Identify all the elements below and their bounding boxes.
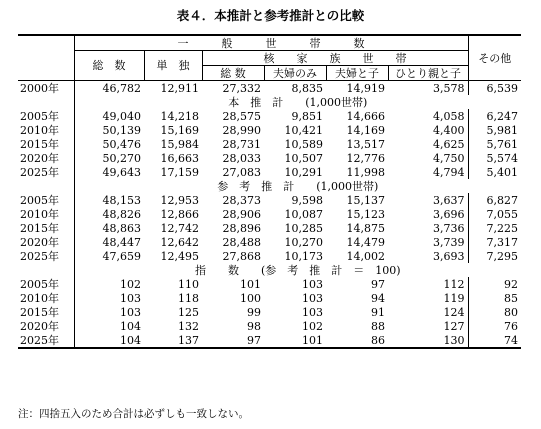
value-cell: 7,317	[468, 235, 521, 249]
year-cell: 2020年	[20, 235, 59, 249]
value-cell: 12,776	[346, 151, 385, 165]
value-cell: 7,055	[468, 207, 521, 221]
year-cell: 2000年	[20, 81, 59, 95]
value-cell: 97	[247, 333, 261, 347]
value-cell: 27,332	[222, 81, 261, 95]
table-row	[18, 193, 521, 207]
table-row	[18, 123, 521, 137]
value-cell: 4,400	[433, 123, 465, 137]
value-cell: 15,123	[346, 207, 385, 221]
table-row	[18, 81, 521, 96]
value-cell: 10,087	[284, 207, 323, 221]
value-cell: 76	[468, 319, 521, 333]
header-couple-only: 夫婦のみ	[264, 66, 326, 81]
value-cell: 48,863	[74, 221, 144, 235]
value-cell: 101	[302, 333, 323, 347]
value-cell: 3,736	[433, 221, 465, 235]
year-cell: 2015年	[20, 221, 59, 235]
value-cell: 6,247	[468, 109, 521, 123]
value-cell: 27,868	[222, 249, 261, 263]
table-row	[18, 333, 521, 348]
value-cell: 50,139	[74, 123, 144, 137]
value-cell: 98	[247, 319, 261, 333]
table-row	[18, 235, 521, 249]
table-row	[18, 305, 521, 319]
value-cell: 10,285	[284, 221, 323, 235]
value-cell: 88	[371, 319, 385, 333]
comparison-table	[18, 34, 521, 349]
value-cell: 12,866	[160, 207, 199, 221]
year-cell: 2010年	[20, 123, 59, 137]
value-cell: 14,002	[346, 249, 385, 263]
value-cell: 94	[371, 291, 385, 305]
value-cell: 8,835	[291, 81, 323, 95]
value-cell: 132	[178, 319, 199, 333]
value-cell: 137	[178, 333, 199, 347]
value-cell: 100	[240, 291, 261, 305]
value-cell: 13,517	[346, 137, 385, 151]
value-cell: 12,911	[160, 81, 199, 95]
section-blank-cell	[18, 95, 74, 109]
value-cell: 7,225	[468, 221, 521, 235]
value-cell: 103	[302, 291, 323, 305]
value-cell: 27,083	[222, 165, 261, 179]
value-cell: 10,589	[284, 137, 323, 151]
value-cell: 15,169	[160, 123, 199, 137]
value-cell: 12,953	[160, 193, 199, 207]
year-cell: 2010年	[20, 291, 59, 305]
value-cell: 102	[302, 319, 323, 333]
value-cell: 10,270	[284, 235, 323, 249]
section-header-row	[18, 179, 521, 193]
value-cell: 9,598	[291, 193, 323, 207]
header-other: その他	[468, 35, 521, 81]
section-header-row	[18, 263, 521, 277]
table-title: 表４．本推計と参考推計との比較	[176, 8, 365, 23]
table-row	[18, 207, 521, 221]
value-cell: 9,851	[291, 109, 323, 123]
footnote: 注：四捨五入のため合計は必ずしも一致しない。	[18, 408, 249, 420]
value-cell: 91	[371, 305, 385, 319]
year-cell: 2015年	[20, 305, 59, 319]
value-cell: 14,169	[346, 123, 385, 137]
header-couple-children: 夫婦と子	[326, 66, 388, 81]
value-cell: 104	[74, 333, 144, 348]
value-cell: 7,295	[468, 249, 521, 263]
value-cell: 125	[178, 305, 199, 319]
value-cell: 85	[468, 291, 521, 305]
value-cell: 3,696	[433, 207, 465, 221]
value-cell: 12,495	[160, 249, 199, 263]
header-single: 単 独	[144, 51, 202, 81]
value-cell: 5,981	[468, 123, 521, 137]
value-cell: 12,742	[160, 221, 199, 235]
value-cell: 28,906	[222, 207, 261, 221]
value-cell: 5,401	[468, 165, 521, 179]
value-cell: 49,040	[74, 109, 144, 123]
value-cell: 4,750	[433, 151, 465, 165]
value-cell: 16,663	[160, 151, 199, 165]
header-nuclear-family: 核 家 族 世 帯	[202, 51, 468, 66]
value-cell: 28,731	[222, 137, 261, 151]
value-cell: 14,875	[346, 221, 385, 235]
value-cell: 14,218	[160, 109, 199, 123]
value-cell: 74	[468, 333, 521, 348]
value-cell: 12,642	[160, 235, 199, 249]
value-cell: 5,574	[468, 151, 521, 165]
table-row	[18, 137, 521, 151]
value-cell: 92	[468, 277, 521, 291]
value-cell: 46,782	[74, 81, 144, 96]
year-cell: 2025年	[20, 333, 59, 347]
header-single-parent: ひとり親と子	[388, 66, 468, 81]
section-label: 指 数 (参 考 推 計 ＝ 100)	[74, 263, 521, 277]
value-cell: 3,739	[433, 235, 465, 249]
value-cell: 48,447	[74, 235, 144, 249]
header-total: 総 数	[74, 51, 144, 81]
table-row	[18, 291, 521, 305]
table-row	[18, 319, 521, 333]
value-cell: 4,625	[433, 137, 465, 151]
value-cell: 103	[302, 305, 323, 319]
value-cell: 104	[74, 319, 144, 333]
year-cell: 2025年	[20, 249, 59, 263]
table-row	[18, 165, 521, 179]
table-row	[18, 109, 521, 123]
value-cell: 110	[178, 277, 199, 291]
value-cell: 50,270	[74, 151, 144, 165]
value-cell: 4,058	[433, 109, 465, 123]
section-header-row	[18, 95, 521, 109]
value-cell: 28,896	[222, 221, 261, 235]
table-body	[18, 81, 521, 349]
value-cell: 6,539	[468, 81, 521, 96]
value-cell: 6,827	[468, 193, 521, 207]
value-cell: 48,153	[74, 193, 144, 207]
table-row	[18, 249, 521, 263]
value-cell: 101	[240, 277, 261, 291]
value-cell: 119	[443, 291, 465, 305]
value-cell: 124	[443, 305, 465, 319]
value-cell: 4,794	[433, 165, 465, 179]
value-cell: 99	[247, 305, 261, 319]
value-cell: 50,476	[74, 137, 144, 151]
section-label: 本 推 計 (1,000世帯)	[74, 95, 521, 109]
year-cell: 2020年	[20, 319, 59, 333]
value-cell: 130	[443, 333, 465, 347]
year-cell: 2005年	[20, 277, 59, 291]
table-row	[18, 221, 521, 235]
value-cell: 10,173	[284, 249, 323, 263]
value-cell: 48,826	[74, 207, 144, 221]
value-cell: 5,761	[468, 137, 521, 151]
value-cell: 28,488	[222, 235, 261, 249]
value-cell: 10,291	[284, 165, 323, 179]
value-cell: 14,919	[346, 81, 385, 95]
year-cell: 2005年	[20, 193, 59, 207]
value-cell: 49,643	[74, 165, 144, 179]
section-blank-cell	[18, 179, 74, 193]
value-cell: 103	[302, 277, 323, 291]
value-cell: 127	[443, 319, 465, 333]
value-cell: 80	[468, 305, 521, 319]
value-cell: 118	[178, 291, 199, 305]
value-cell: 11,998	[346, 165, 385, 179]
value-cell: 10,507	[284, 151, 323, 165]
value-cell: 86	[371, 333, 385, 347]
year-cell: 2015年	[20, 137, 59, 151]
value-cell: 28,373	[222, 193, 261, 207]
value-cell: 103	[74, 305, 144, 319]
header-nuclear-total: 総 数	[202, 66, 264, 81]
year-cell: 2025年	[20, 165, 59, 179]
value-cell: 14,479	[346, 235, 385, 249]
value-cell: 15,984	[160, 137, 199, 151]
year-cell: 2020年	[20, 151, 59, 165]
section-label: 参 考 推 計 (1,000世帯)	[74, 179, 521, 193]
header-general-households: 一 般 世 帯 数	[74, 35, 468, 51]
value-cell: 28,575	[222, 109, 261, 123]
value-cell: 15,137	[346, 193, 385, 207]
table-row	[18, 151, 521, 165]
value-cell: 17,159	[160, 165, 199, 179]
value-cell: 3,578	[433, 81, 465, 95]
table-row	[18, 277, 521, 291]
year-cell: 2010年	[20, 207, 59, 221]
year-cell: 2005年	[20, 109, 59, 123]
value-cell: 28,033	[222, 151, 261, 165]
value-cell: 112	[443, 277, 465, 291]
value-cell: 3,693	[433, 249, 465, 263]
value-cell: 10,421	[284, 123, 323, 137]
value-cell: 97	[371, 277, 385, 291]
value-cell: 47,659	[74, 249, 144, 263]
value-cell: 102	[74, 277, 144, 291]
section-blank-cell	[18, 263, 74, 277]
value-cell: 103	[74, 291, 144, 305]
value-cell: 14,666	[346, 109, 385, 123]
value-cell: 28,990	[222, 123, 261, 137]
header-corner	[18, 35, 74, 81]
value-cell: 3,637	[433, 193, 465, 207]
